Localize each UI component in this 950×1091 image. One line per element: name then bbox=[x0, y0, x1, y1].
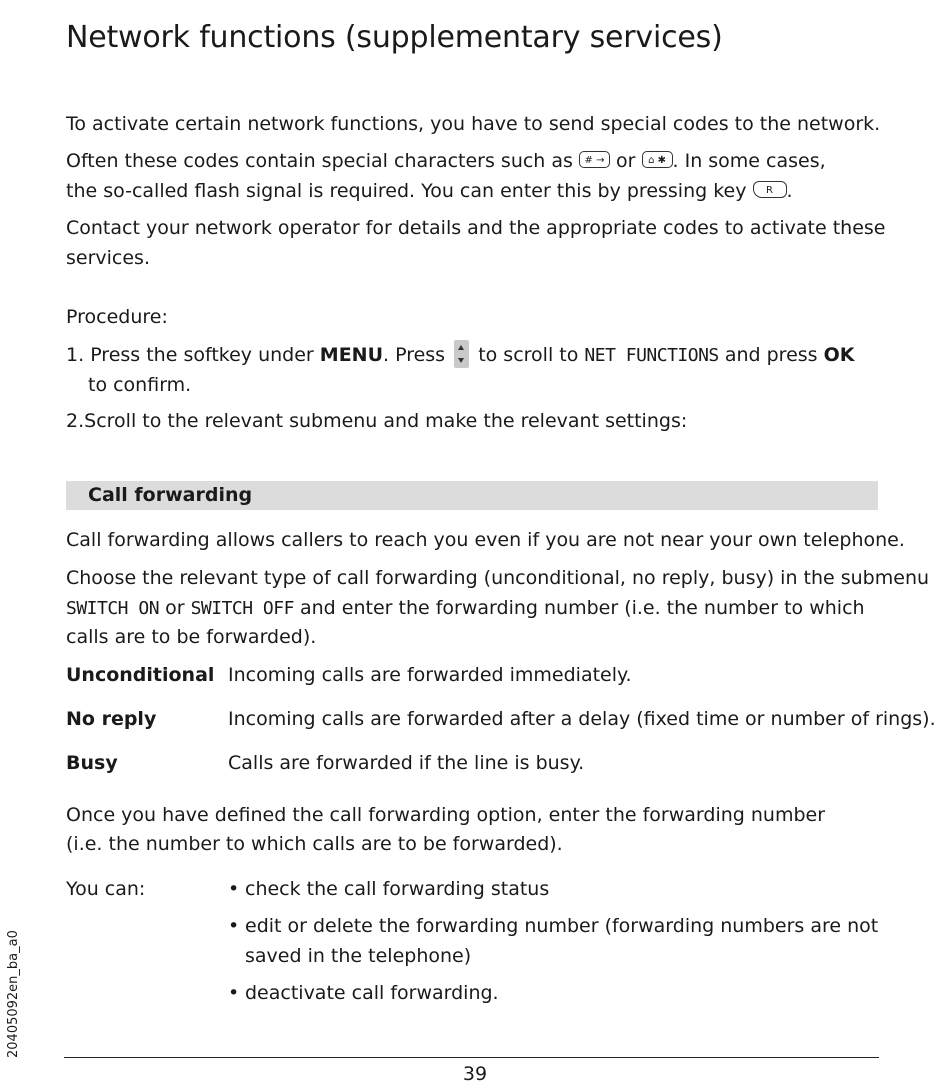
intro-paragraph-2 bbox=[66, 146, 826, 176]
procedure-step-2 bbox=[66, 406, 687, 436]
term-unconditional: Unconditional bbox=[66, 664, 215, 686]
cf-paragraph-3-line-2: (i.e. the number to which calls are to be forwarded). bbox=[66, 833, 563, 855]
you-can-label: You can: bbox=[66, 878, 146, 900]
star-key-icon: ⌂ ✱ bbox=[642, 151, 673, 168]
desc-busy: Calls are forwarded if the line is busy. bbox=[228, 752, 585, 774]
intro-line-2a: Often these codes contain special characters such as bbox=[66, 150, 573, 172]
desc-no-reply: Incoming calls are forwarded after a delay (fixed time or number of rings). bbox=[228, 708, 936, 730]
step-2-number: 2. bbox=[66, 410, 85, 432]
intro-line-3a: the so-called flash signal is required. You can enter this by pressing key bbox=[66, 180, 747, 202]
footer-rule bbox=[64, 1057, 879, 1058]
page-title: Network functions (supplementary services) bbox=[66, 20, 723, 55]
step-2-text: Scroll to the relevant submenu and make the relevant settings: bbox=[84, 410, 688, 432]
r-key-icon: R bbox=[753, 181, 787, 198]
intro-line-1: To activate certain network functions, you have to send special codes to the network. bbox=[66, 113, 881, 135]
document-code: 20405092en_ba_a0 bbox=[6, 930, 21, 1058]
step-1-text-a: Press the softkey under bbox=[90, 344, 314, 366]
intro-paragraph-1 bbox=[66, 109, 880, 139]
intro-paragraph-5 bbox=[66, 243, 150, 273]
list-item-text: check the call forwarding status bbox=[245, 878, 550, 900]
cf-paragraph-2-line-2 bbox=[66, 593, 865, 624]
procedure-step-1-cont: to confirm. bbox=[88, 374, 192, 396]
net-functions-display-text: NET FUNCTIONS bbox=[584, 345, 719, 366]
desc-unconditional: Incoming calls are forwarded immediately. bbox=[228, 664, 632, 686]
intro-line-5: services. bbox=[66, 247, 150, 269]
step-1-text-d: and press bbox=[724, 344, 818, 366]
section-heading-band bbox=[66, 481, 878, 510]
cf-paragraph-3-line-1: Once you have defined the call forwarding option, enter the forwarding number bbox=[66, 804, 826, 826]
cf-paragraph-1: Call forwarding allows callers to reach you even if you are not near your own telephone. bbox=[66, 529, 905, 551]
switch-on-display-text: SWITCH ON bbox=[66, 598, 160, 619]
cf-paragraph-2-line-1: Choose the relevant type of call forwarding (unconditional, no reply, busy) in the submenu bbox=[66, 567, 930, 589]
procedure-label: Procedure: bbox=[66, 306, 168, 328]
cf-line-2-rest: and enter the forwarding number (i.e. the number to which bbox=[300, 597, 865, 619]
term-no-reply: No reply bbox=[66, 708, 157, 730]
page-number: 39 bbox=[462, 1063, 488, 1085]
section-heading: Call forwarding bbox=[88, 484, 253, 506]
menu-softkey-label: MENU bbox=[319, 344, 383, 366]
list-item-text: edit or delete the forwarding number (forwarding numbers are not bbox=[245, 915, 879, 937]
step-1-number: 1. bbox=[66, 344, 85, 366]
list-item-text: deactivate call forwarding. bbox=[245, 982, 499, 1004]
switch-off-display-text: SWITCH OFF bbox=[190, 598, 294, 619]
cf-paragraph-2-line-3: calls are to be forwarded). bbox=[66, 626, 317, 648]
intro-line-4: Contact your network operator for details and the appropriate codes to activate these bbox=[66, 217, 886, 239]
step-1-text-c: to scroll to bbox=[478, 344, 579, 366]
bullet-icon: • bbox=[228, 982, 240, 1004]
ok-key-label: OK bbox=[823, 344, 855, 366]
cf-or: or bbox=[165, 597, 185, 619]
intro-paragraph-4 bbox=[66, 213, 885, 243]
intro-or: or bbox=[616, 150, 636, 172]
hash-key-icon: # → bbox=[579, 151, 610, 168]
intro-paragraph-3 bbox=[66, 176, 793, 206]
procedure-step-1 bbox=[66, 340, 854, 371]
bullet-icon: • bbox=[228, 915, 240, 937]
list-item-text: saved in the telephone) bbox=[245, 945, 472, 967]
intro-line-2b: . In some cases, bbox=[672, 150, 826, 172]
term-busy: Busy bbox=[66, 752, 118, 774]
scroll-key-icon bbox=[454, 340, 469, 368]
step-1-text-b: . Press bbox=[383, 344, 446, 366]
intro-line-3b: . bbox=[786, 180, 793, 202]
bullet-icon: • bbox=[228, 878, 240, 900]
